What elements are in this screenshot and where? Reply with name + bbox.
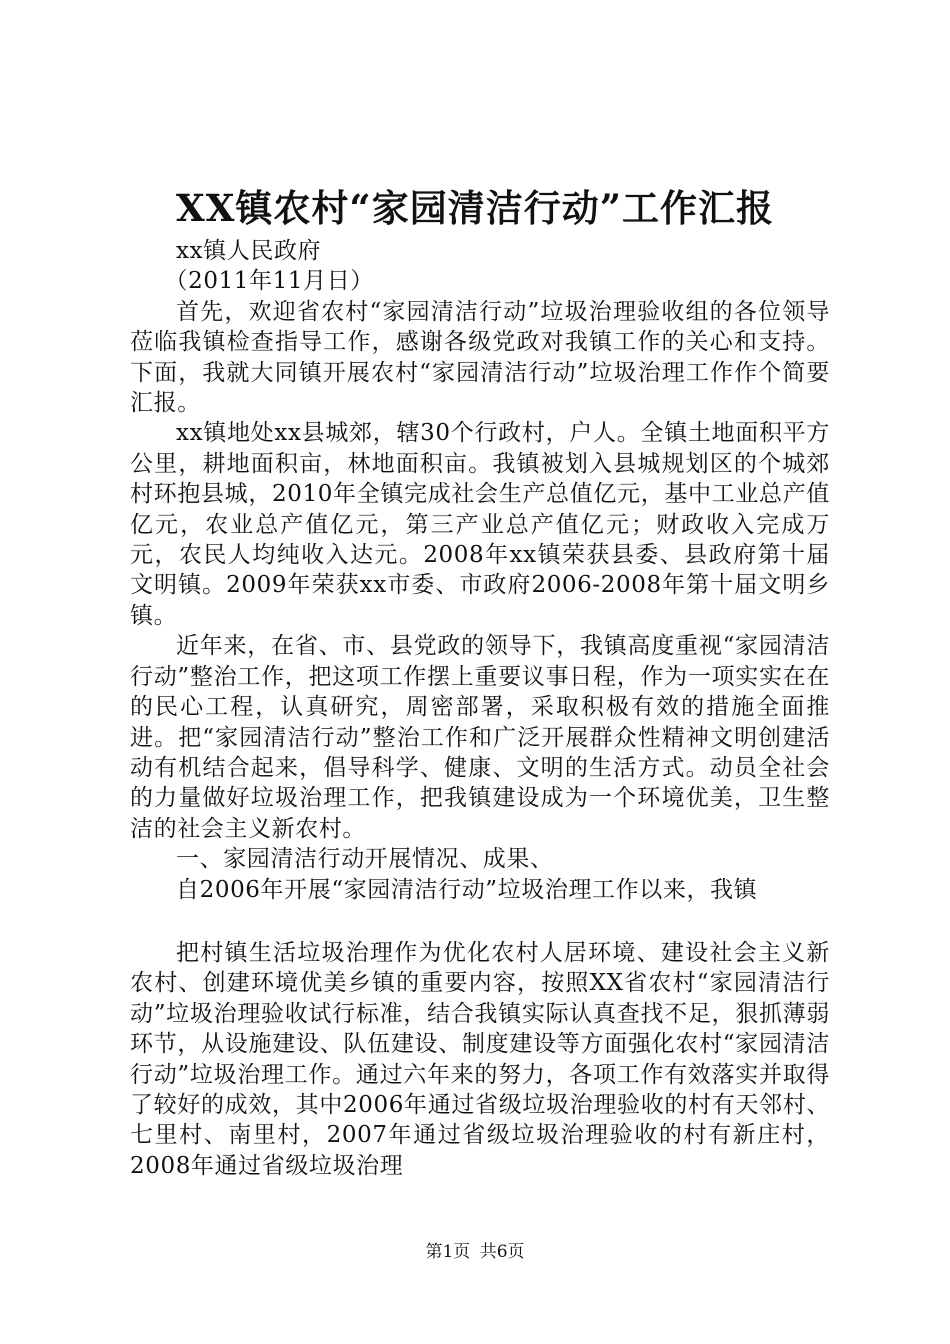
document-body-lower — [130, 938, 830, 1181]
paragraph-recent-years: 近年来，在省、市、县党政的领导下，我镇高度重视“家园清洁行动”整治工作，把这项工作摆上重要议事日程，作为一项实实在在的民心工程，认真研究，周密部署，采取积极有效的措施全面推进。把“家园清洁行动”整治工作和广泛开展群众性精神文明创建活动有机结合起来，倡导科学、健康、文明的生活方式。动员全社会的力量做好垃圾治理工作，把我镇建设成为一个环境优美，卫生整洁的社会主义新农村。 — [130, 633, 830, 842]
page-footer — [0, 1240, 950, 1264]
page-number: 第1页 — [425, 1242, 471, 1262]
section-heading: 一、家园清洁行动开展情况、成果、 — [176, 846, 554, 873]
paragraph-since-2006: 自2006年开展“家园清洁行动”垃圾治理工作以来，我镇 — [176, 876, 758, 903]
paragraph-intro: 首先，欢迎省农村“家园清洁行动”垃圾治理验收组的各位领导莅临我镇检查指导工作，感谢各级党政对我镇工作的关心和支持。下面，我就大同镇开展农村“家园清洁行动”垃圾治理工作作个简要汇报。 — [130, 298, 830, 417]
page-total: 共6页 — [479, 1242, 525, 1262]
paragraph-garbage-governance: 把村镇生活垃圾治理作为优化农村人居环境、建设社会主义新农村、创建环境优美乡镇的重要内容，按照XX省农村“家园清洁行动”垃圾治理验收试行标准，结合我镇实际认真查找不足，狠抓薄弱环节，从设施建设、队伍建设、制度建设等方面强化农村“家园清洁行动”垃圾治理工作。通过六年来的努力，各项工作有效落实并取得了较好的成效，其中2006年通过省级垃圾治理验收的村有天邻村、七里村、南里村，2007年通过省级垃圾治理验收的村有新庄村，2008年通过省级垃圾治理 — [130, 940, 830, 1179]
date-line: （2011年11月日） — [164, 268, 374, 295]
paragraph-overview: xx镇地处xx县城郊，辖30个行政村，户人。全镇土地面积平方公里，耕地面积亩，林地面积亩。我镇被划入县城规划区的个城郊村环抱县城，2010年全镇完成社会生产总值亿元，基中工业总产值亿元，农业总产值亿元，第三产业总产值亿元；财政收入完成万元，农民人均纯收入达元。2008年xx镇荣获县委、县政府第十届文明镇。2009年荣获xx市委、市政府2006-2008年第十届文明乡镇。 — [130, 420, 830, 629]
document-title: XX镇农村“家园清洁行动”工作汇报 — [176, 186, 774, 230]
document-body-upper — [130, 236, 830, 905]
author-line: xx镇人民政府 — [176, 238, 322, 264]
